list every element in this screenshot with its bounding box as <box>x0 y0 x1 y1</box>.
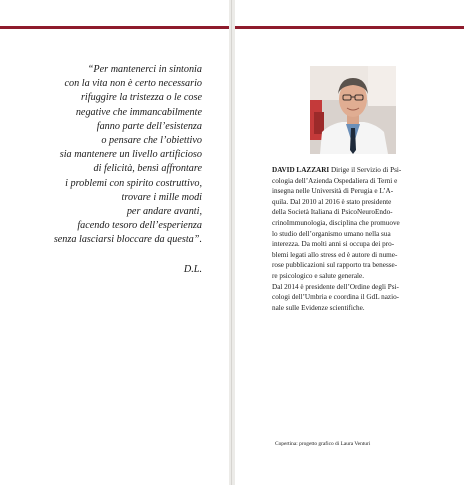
bio-line: interezza. Da molti anni si occupa dei pro- <box>272 240 395 249</box>
bio-first-line: DAVID LAZZARI Dirige il Servizio di Psi- <box>272 166 402 174</box>
quote-line: “Per mantenerci in sintonia <box>87 64 202 75</box>
quote-line: facendo tesoro dell’esperienza <box>77 220 202 232</box>
bio-line: lo studio dell’organismo umano nella sua <box>272 229 391 238</box>
bio-line: rose pubblicazioni sul rapporto tra benesse- <box>272 261 398 270</box>
quote-line: o pensare che l’obiettivo <box>101 135 202 147</box>
bio-line: Dal 2014 è presidente dell’Ordine degli Psi- <box>272 282 399 291</box>
quote-line: senza lasciarsi bloccare da questa”. <box>53 234 202 246</box>
bio-line: cologi dell’Umbria e coordina il GdL nazio- <box>272 293 400 302</box>
bio-line: insegna nelle Università di Perugia e L’A- <box>272 187 394 196</box>
bio-line: della Società Italiana di PsicoNeuroEndo- <box>272 208 393 217</box>
quote-line: rifuggire la tristezza o le cose <box>80 92 202 104</box>
quote-line: fanno parte dell’esistenza <box>96 120 202 132</box>
bio-line: quila. Dal 2010 al 2016 è stato presidente <box>272 197 392 206</box>
author-name: DAVID LAZZARI <box>272 166 330 174</box>
quote-line: per andare avanti, <box>126 206 202 218</box>
epigraph-quote <box>6 63 202 248</box>
left-page <box>0 0 229 485</box>
top-rule-right <box>235 26 464 29</box>
bio-line: nale sulle Evidenze scientifiche. <box>272 303 365 312</box>
quote-line: negative che immancabilmente <box>75 106 202 118</box>
bio-line: blemi legati allo stress ed è autore di nume- <box>272 250 398 259</box>
quote-line: i problemi con spirito costruttivo, <box>65 177 202 189</box>
quote-line: trovare i mille modi <box>121 191 202 203</box>
quote-line: con la vita non è certo necessario <box>64 78 202 90</box>
bio-line: crinoImmunologia, disciplina che promuove <box>272 218 400 227</box>
cover-credit: Copertina: progetto grafico di Laura Venturi <box>275 441 371 447</box>
top-rule-left <box>0 26 229 29</box>
author-portrait <box>310 66 396 154</box>
author-bio <box>272 165 452 313</box>
right-page <box>235 0 464 485</box>
quote-signature: D.L. <box>183 264 202 275</box>
bio-line: cologia dell’Azienda Ospedaliera di Terni e <box>272 176 398 185</box>
quote-line: di felicità, bensì affrontare <box>93 163 202 175</box>
bio-line: re psicologico e salute generale. <box>272 271 364 280</box>
quote-line: sia mantenere un livello artificioso <box>59 149 202 161</box>
